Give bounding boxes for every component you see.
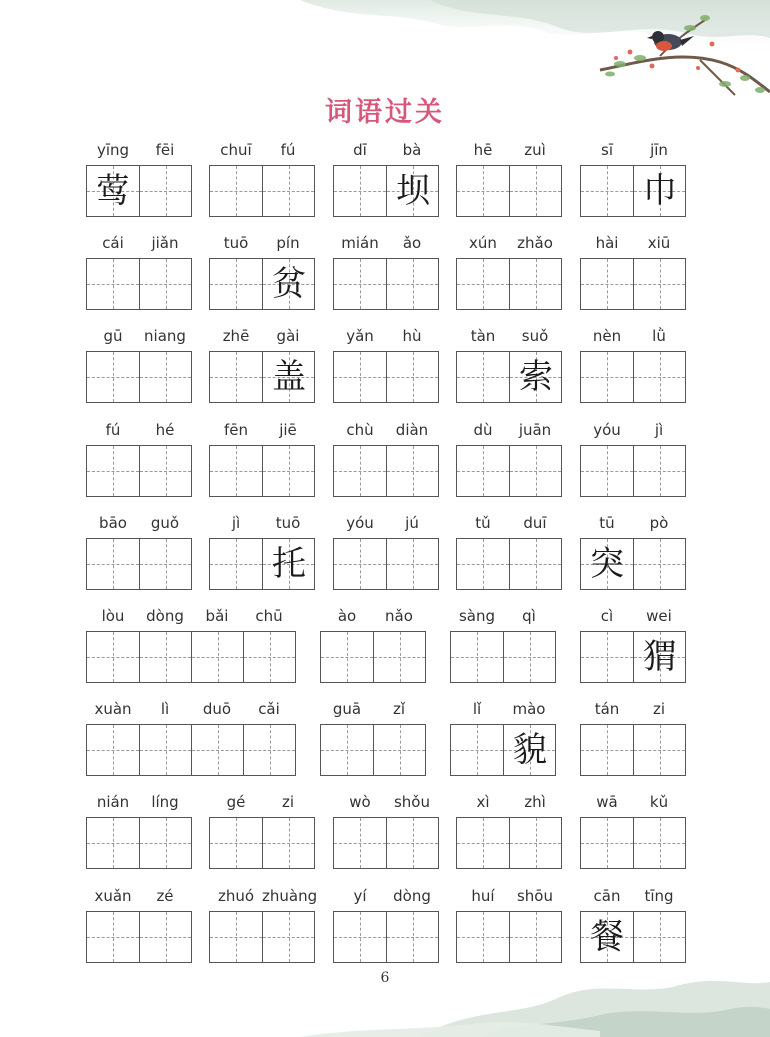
tianzige-cell[interactable] xyxy=(87,725,139,775)
pinyin-label: qì xyxy=(522,607,536,625)
tianzige-cell[interactable] xyxy=(262,352,314,402)
vocabulary-word xyxy=(456,141,562,231)
tianzige-cell[interactable] xyxy=(139,632,191,682)
writing-grid xyxy=(86,165,192,217)
pinyin-label: hē xyxy=(473,141,493,159)
tianzige-cell[interactable] xyxy=(321,632,373,682)
vocabulary-word xyxy=(320,607,426,697)
writing-grid xyxy=(320,631,426,683)
vocabulary-row xyxy=(0,700,770,790)
tianzige-cell[interactable] xyxy=(139,818,191,868)
tianzige-cell[interactable] xyxy=(191,632,243,682)
pinyin-label: nián xyxy=(96,793,130,811)
writing-grid xyxy=(580,817,686,869)
pinyin-label: hé xyxy=(155,421,175,439)
pinyin-label: tàn xyxy=(470,327,496,345)
pinyin-label: juān xyxy=(518,421,552,439)
vocabulary-word xyxy=(209,514,315,604)
pinyin-label: zi xyxy=(281,793,295,811)
pinyin-label: tǔ xyxy=(475,514,491,532)
writing-grid xyxy=(209,538,315,590)
pinyin-label: nǎo xyxy=(385,607,413,625)
vocabulary-word xyxy=(333,141,439,231)
vocabulary-word xyxy=(580,327,686,417)
vocabulary-word xyxy=(209,141,315,231)
pinyin-label: niang xyxy=(144,327,186,345)
pinyin-label: nèn xyxy=(592,327,622,345)
pinyin-label: fú xyxy=(105,421,121,439)
page-number: 6 xyxy=(380,970,390,986)
pinyin-label: jīn xyxy=(650,141,668,159)
vocabulary-word xyxy=(450,700,556,790)
vocabulary-row xyxy=(0,327,770,417)
tianzige-cell[interactable] xyxy=(334,446,386,496)
pinyin-label: xiū xyxy=(647,234,671,252)
tianzige-cell[interactable] xyxy=(243,632,295,682)
tianzige-cell[interactable] xyxy=(386,539,438,589)
tianzige-cell[interactable] xyxy=(210,166,262,216)
hanzi-character: 貌 xyxy=(513,730,547,770)
pinyin-label: zhuó xyxy=(217,887,255,905)
tianzige-cell[interactable] xyxy=(139,259,191,309)
pinyin-label: tuō xyxy=(223,234,249,252)
pinyin-label: wò xyxy=(349,793,371,811)
writing-grid xyxy=(333,165,439,217)
writing-grid xyxy=(86,817,192,869)
vocabulary-row xyxy=(0,793,770,883)
writing-grid xyxy=(333,445,439,497)
tianzige-cell[interactable] xyxy=(581,166,633,216)
hanzi-character: 盖 xyxy=(272,357,306,397)
branch-shape xyxy=(600,57,770,92)
tianzige-cell[interactable] xyxy=(210,818,262,868)
pinyin-label: guǒ xyxy=(150,514,180,532)
vocabulary-row xyxy=(0,421,770,511)
vocabulary-word xyxy=(580,514,686,604)
pinyin-label: jiē xyxy=(279,421,297,439)
vocabulary-word xyxy=(86,700,296,790)
tianzige-cell[interactable] xyxy=(87,446,139,496)
hanzi-character: 托 xyxy=(272,544,306,584)
vocabulary-word xyxy=(456,234,562,324)
tianzige-cell[interactable] xyxy=(262,259,314,309)
tianzige-cell[interactable] xyxy=(509,818,561,868)
tianzige-cell[interactable] xyxy=(262,539,314,589)
vocabulary-word xyxy=(86,607,296,697)
pinyin-label: zuì xyxy=(524,141,546,159)
writing-grid xyxy=(450,724,556,776)
tianzige-cell[interactable] xyxy=(457,539,509,589)
pinyin-label: mào xyxy=(512,700,546,718)
writing-grid xyxy=(209,165,315,217)
vocabulary-word xyxy=(580,421,686,511)
pinyin-label: gài xyxy=(276,327,300,345)
vocabulary-word xyxy=(456,793,562,883)
tianzige-cell[interactable] xyxy=(334,166,386,216)
pinyin-label: diàn xyxy=(395,421,429,439)
pinyin-label: huí xyxy=(471,887,495,905)
pinyin-label: bǎi xyxy=(205,607,229,625)
writing-grid xyxy=(456,445,562,497)
pinyin-label: cān xyxy=(593,887,621,905)
writing-grid xyxy=(86,351,192,403)
tianzige-cell[interactable] xyxy=(509,352,561,402)
tianzige-cell[interactable] xyxy=(581,539,633,589)
pinyin-label: tīng xyxy=(644,887,674,905)
vocabulary-word xyxy=(333,793,439,883)
writing-grid xyxy=(456,351,562,403)
hanzi-character: 坝 xyxy=(396,171,430,211)
tianzige-cell[interactable] xyxy=(210,259,262,309)
tianzige-cell[interactable] xyxy=(581,818,633,868)
tianzige-cell[interactable] xyxy=(503,632,555,682)
tianzige-cell[interactable] xyxy=(633,166,685,216)
pinyin-label: tū xyxy=(599,514,615,532)
pinyin-label: jú xyxy=(405,514,419,532)
pinyin-label: gū xyxy=(103,327,123,345)
pinyin-label: cái xyxy=(102,234,124,252)
vocabulary-word xyxy=(333,514,439,604)
writing-grid xyxy=(86,724,296,776)
writing-grid xyxy=(333,351,439,403)
tianzige-cell[interactable] xyxy=(87,259,139,309)
tianzige-cell[interactable] xyxy=(633,818,685,868)
writing-grid xyxy=(456,538,562,590)
tianzige-cell[interactable] xyxy=(334,818,386,868)
writing-grid xyxy=(580,165,686,217)
pinyin-label: zǐ xyxy=(392,700,406,718)
tianzige-cell[interactable] xyxy=(633,352,685,402)
pinyin-label: tán xyxy=(594,700,620,718)
pinyin-label: fú xyxy=(280,141,296,159)
vocabulary-word xyxy=(580,234,686,324)
tianzige-cell[interactable] xyxy=(581,912,633,962)
writing-grid xyxy=(333,817,439,869)
pinyin-label: jiǎn xyxy=(151,234,179,252)
tianzige-cell[interactable] xyxy=(139,725,191,775)
tianzige-cell[interactable] xyxy=(633,632,685,682)
tianzige-cell[interactable] xyxy=(139,352,191,402)
tianzige-cell[interactable] xyxy=(633,725,685,775)
pinyin-label: bà xyxy=(402,141,422,159)
vocabulary-word xyxy=(580,793,686,883)
tianzige-cell[interactable] xyxy=(581,725,633,775)
pinyin-label: dī xyxy=(353,141,367,159)
pinyin-label: pín xyxy=(276,234,300,252)
tianzige-cell[interactable] xyxy=(509,259,561,309)
pinyin-label: zhǎo xyxy=(517,234,553,252)
pinyin-label: yīng xyxy=(96,141,130,159)
tianzige-cell[interactable] xyxy=(210,352,262,402)
writing-grid xyxy=(320,724,426,776)
pinyin-label: shǒu xyxy=(393,793,430,811)
pinyin-label: lòu xyxy=(101,607,125,625)
vocabulary-word xyxy=(209,421,315,511)
writing-grid xyxy=(580,351,686,403)
pinyin-label: mián xyxy=(341,234,379,252)
tianzige-cell[interactable] xyxy=(334,539,386,589)
vocabulary-word xyxy=(209,234,315,324)
pinyin-label: xì xyxy=(476,793,490,811)
tianzige-cell[interactable] xyxy=(451,632,503,682)
pinyin-label: xuàn xyxy=(94,700,132,718)
pinyin-label: lǜ xyxy=(652,327,666,345)
vocabulary-word xyxy=(209,793,315,883)
pinyin-label: hài xyxy=(595,234,619,252)
writing-grid xyxy=(209,351,315,403)
pinyin-label: wei xyxy=(646,607,672,625)
vocabulary-word xyxy=(86,514,192,604)
pinyin-label: tuō xyxy=(275,514,301,532)
tianzige-cell[interactable] xyxy=(386,818,438,868)
pinyin-label: xuǎn xyxy=(94,887,132,905)
tianzige-cell[interactable] xyxy=(509,539,561,589)
vocabulary-word xyxy=(580,607,686,697)
tianzige-cell[interactable] xyxy=(373,725,425,775)
tianzige-cell[interactable] xyxy=(633,259,685,309)
pinyin-label: duī xyxy=(523,514,547,532)
writing-grid xyxy=(86,538,192,590)
pinyin-label: zi xyxy=(652,700,666,718)
vocabulary-word xyxy=(209,327,315,417)
vocabulary-word xyxy=(333,234,439,324)
pinyin-label: kǔ xyxy=(649,793,669,811)
vocabulary-word xyxy=(580,141,686,231)
pinyin-label: zhuàng xyxy=(262,887,318,905)
hanzi-character: 猬 xyxy=(643,637,677,677)
tianzige-cell[interactable] xyxy=(139,166,191,216)
tianzige-cell[interactable] xyxy=(457,446,509,496)
writing-grid xyxy=(580,258,686,310)
tianzige-cell[interactable] xyxy=(581,632,633,682)
tianzige-cell[interactable] xyxy=(457,818,509,868)
pinyin-label: yǎn xyxy=(346,327,374,345)
pinyin-label: chuī xyxy=(220,141,252,159)
tianzige-cell[interactable] xyxy=(451,725,503,775)
tianzige-cell[interactable] xyxy=(633,446,685,496)
writing-grid xyxy=(86,631,296,683)
tianzige-cell[interactable] xyxy=(87,352,139,402)
writing-grid xyxy=(333,258,439,310)
writing-grid xyxy=(580,724,686,776)
tianzige-cell[interactable] xyxy=(457,259,509,309)
pinyin-label: bāo xyxy=(99,514,127,532)
writing-grid xyxy=(456,817,562,869)
pinyin-label: suǒ xyxy=(521,327,549,345)
vocabulary-word xyxy=(456,514,562,604)
vocabulary-row xyxy=(0,514,770,604)
pinyin-label: guā xyxy=(332,700,362,718)
writing-grid xyxy=(209,817,315,869)
writing-grid xyxy=(209,258,315,310)
pinyin-label: fēn xyxy=(223,421,249,439)
pinyin-label: yí xyxy=(353,887,367,905)
vocabulary-word xyxy=(86,327,192,417)
vocabulary-word xyxy=(86,793,192,883)
tianzige-cell[interactable] xyxy=(457,166,509,216)
tianzige-cell[interactable] xyxy=(139,446,191,496)
pinyin-label: cì xyxy=(600,607,614,625)
tianzige-cell[interactable] xyxy=(503,725,555,775)
pinyin-label: wā xyxy=(596,793,618,811)
hanzi-character: 贫 xyxy=(272,264,306,304)
tianzige-cell[interactable] xyxy=(87,166,139,216)
tianzige-cell[interactable] xyxy=(509,446,561,496)
pinyin-label: chù xyxy=(346,421,374,439)
hanzi-character: 餐 xyxy=(590,917,624,957)
tianzige-cell[interactable] xyxy=(334,259,386,309)
hanzi-character: 突 xyxy=(590,544,624,584)
tianzige-cell[interactable] xyxy=(386,259,438,309)
tianzige-cell[interactable] xyxy=(139,539,191,589)
tianzige-cell[interactable] xyxy=(581,259,633,309)
writing-grid xyxy=(580,631,686,683)
tianzige-cell[interactable] xyxy=(191,725,243,775)
writing-grid xyxy=(450,631,556,683)
vocabulary-word xyxy=(86,421,192,511)
tianzige-cell[interactable] xyxy=(386,166,438,216)
pinyin-label: zhē xyxy=(222,327,250,345)
pinyin-label: líng xyxy=(151,793,179,811)
vocabulary-word xyxy=(320,700,426,790)
pinyin-label: jì xyxy=(231,514,241,532)
pinyin-label: pò xyxy=(649,514,669,532)
tianzige-cell[interactable] xyxy=(581,446,633,496)
tianzige-cell[interactable] xyxy=(262,166,314,216)
pinyin-label: lì xyxy=(160,700,170,718)
pinyin-label: sī xyxy=(601,141,613,159)
writing-grid xyxy=(456,165,562,217)
writing-grid xyxy=(333,538,439,590)
pinyin-label: yóu xyxy=(346,514,374,532)
tianzige-cell[interactable] xyxy=(581,352,633,402)
tianzige-cell[interactable] xyxy=(262,818,314,868)
writing-grid xyxy=(86,258,192,310)
pinyin-label: sàng xyxy=(458,607,496,625)
pinyin-label: duō xyxy=(202,700,232,718)
pinyin-label: lǐ xyxy=(472,700,482,718)
tianzige-cell[interactable] xyxy=(87,632,139,682)
tianzige-cell[interactable] xyxy=(386,352,438,402)
tianzige-cell[interactable] xyxy=(509,166,561,216)
pinyin-label: chū xyxy=(255,607,283,625)
tianzige-cell[interactable] xyxy=(321,725,373,775)
writing-grid xyxy=(456,258,562,310)
pinyin-label: hù xyxy=(402,327,422,345)
writing-grid xyxy=(580,538,686,590)
vocabulary-row xyxy=(0,607,770,697)
tianzige-cell[interactable] xyxy=(87,539,139,589)
pinyin-label: xún xyxy=(469,234,497,252)
tianzige-cell[interactable] xyxy=(386,446,438,496)
vocabulary-word xyxy=(86,141,192,231)
writing-grid xyxy=(209,445,315,497)
vocabulary-row xyxy=(0,141,770,231)
tianzige-cell[interactable] xyxy=(210,539,262,589)
pinyin-label: dòng xyxy=(146,607,184,625)
tianzige-cell[interactable] xyxy=(633,539,685,589)
writing-grid xyxy=(580,445,686,497)
tianzige-cell[interactable] xyxy=(210,446,262,496)
tianzige-cell[interactable] xyxy=(373,632,425,682)
pinyin-label: zé xyxy=(156,887,174,905)
hanzi-character: 索 xyxy=(519,357,553,397)
pinyin-label: ǎo xyxy=(402,234,422,252)
pinyin-label: shōu xyxy=(516,887,553,905)
pinyin-label: gé xyxy=(226,793,246,811)
vocabulary-word xyxy=(580,700,686,790)
pinyin-label: yóu xyxy=(593,421,621,439)
tianzige-cell[interactable] xyxy=(457,352,509,402)
vocabulary-row xyxy=(0,234,770,324)
vocabulary-word xyxy=(333,421,439,511)
pinyin-label: dòng xyxy=(393,887,431,905)
page-title: 词语过关 xyxy=(325,97,445,128)
pinyin-label: cǎi xyxy=(258,700,280,718)
hanzi-character: 巾 xyxy=(643,171,677,211)
vocabulary-word xyxy=(333,327,439,417)
tianzige-cell[interactable] xyxy=(334,352,386,402)
pinyin-label: ào xyxy=(337,607,357,625)
pinyin-label: zhì xyxy=(524,793,546,811)
tianzige-cell[interactable] xyxy=(262,446,314,496)
pinyin-label: jì xyxy=(654,421,664,439)
tianzige-cell[interactable] xyxy=(87,818,139,868)
hanzi-character: 莺 xyxy=(96,171,130,211)
vocabulary-word xyxy=(450,607,556,697)
vocabulary-word xyxy=(456,327,562,417)
vocabulary-word xyxy=(86,234,192,324)
vocabulary-word xyxy=(456,421,562,511)
writing-grid xyxy=(86,445,192,497)
pinyin-label: fēi xyxy=(155,141,175,159)
tianzige-cell[interactable] xyxy=(243,725,295,775)
pinyin-label: dù xyxy=(473,421,493,439)
